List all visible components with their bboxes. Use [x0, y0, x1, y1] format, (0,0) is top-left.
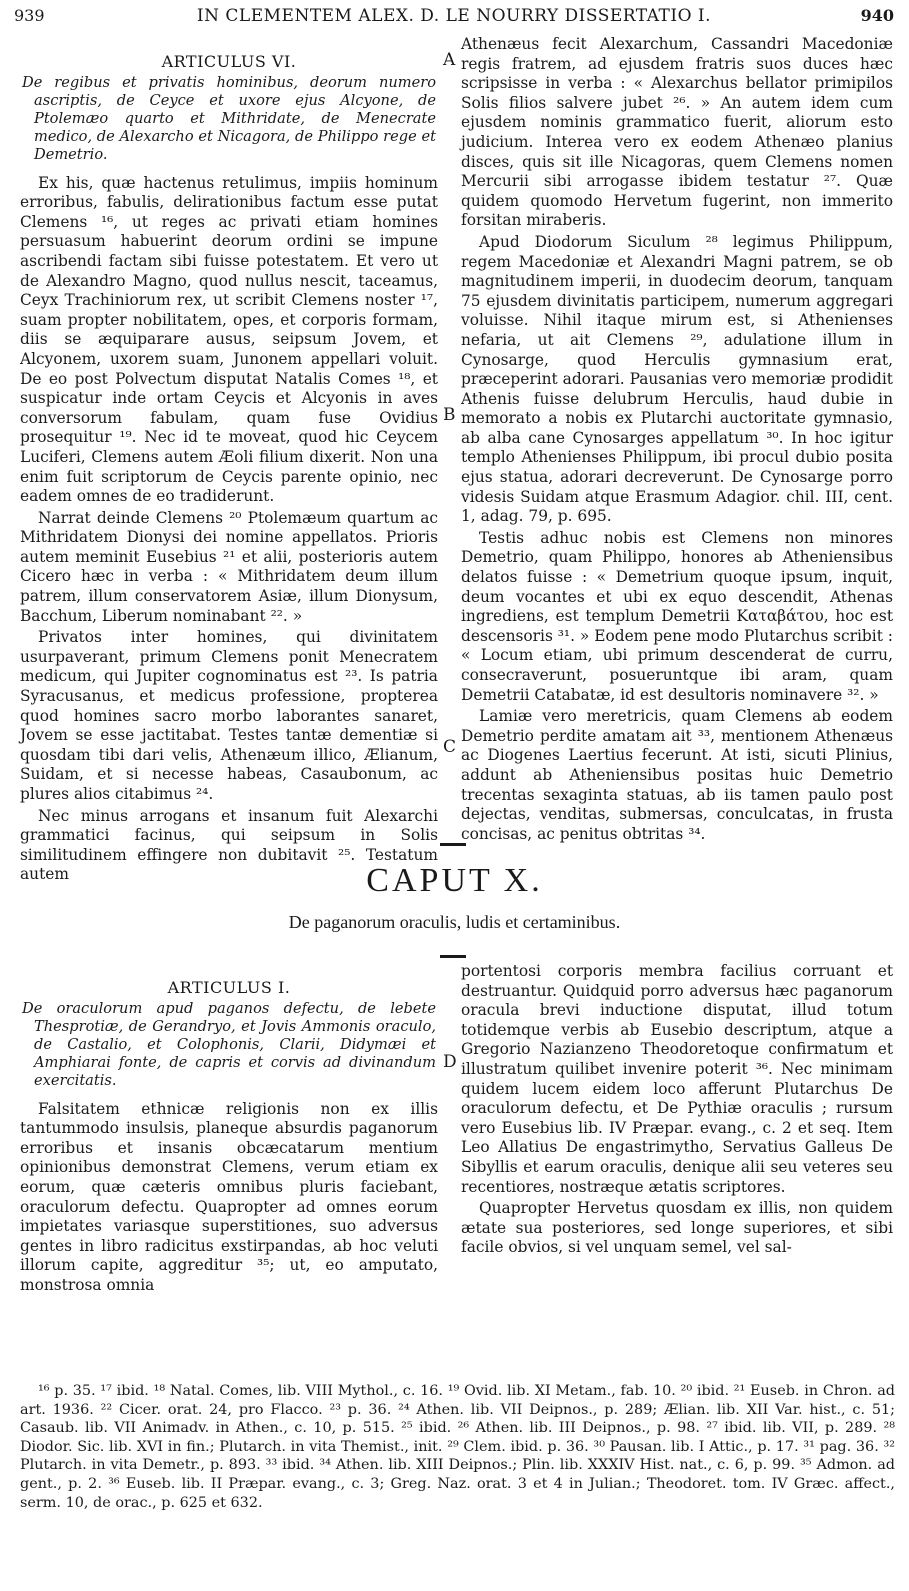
footnotes: [20, 1382, 895, 1512]
section1-right-column: [461, 35, 893, 844]
paragraph: Lamiæ vero meretricis, quam Clemens ab eodem Demetrio perdite amatam ait ³³, mentionem Athenæus ac Diogenes Laertius fecerunt. At isti, sicuti Plinius, addunt ab Atheniensibus positas huic Demetrio trecentas sexaginta statuas, ab iis tamen paulo post dejectas, venditas, submersas, conculcatas, in frusta concisas, ac penitus obtritas ³⁴.: [461, 707, 893, 843]
paragraph: Athenæus fecit Alexarchum, Cassandri Macedoniæ regis fratrem, ad ejusdem fratris suos duces hæc scripsisse in verba : « Alexarchus bellator primipilos Solis filios salvere jubet ²⁶. » An autem idem cum ejusdem nominis grammatico fuerit, aliorum esto judicium. Interea vero ex eodem Athenæo planius disces, quis sit ille Nicagoras, quem Clemens nomen Mercurii sibi arrogasse ibidem testatur ²⁷. Quæ quidem quomodo Hervetum fugerint, non immerito forsitan miraberis.: [461, 35, 893, 230]
article-summary: De regibus et privatis hominibus, deorum numero ascriptis, de Ceyce et uxore ejus Alcyone, de Ptolemæo quarto et Mithridate, de Menecrate medico, de Alexarcho et Nicagora, de Philippo rege et Demetrio.: [22, 73, 436, 163]
margin-letter-d: D: [443, 1052, 457, 1072]
chapter-subtitle: De paganorum oraculis, ludis et certaminibus.: [288, 912, 621, 932]
section1-left-column: [20, 52, 438, 885]
paragraph: Narrat deinde Clemens ²⁰ Ptolemæum quartum ac Mithridatem Dionysi dei nomine appellatos. Prioris autem meminit Eusebius ²¹ et alii, posterioris autem Cicero hæc in verba : « Mithridatem deum illum patrem, illum conservatorem Asiæ, illum Dionysum, Bacchum, Liberum nominabant ²². »: [20, 508, 438, 625]
article-title: ARTICULUS VI.: [161, 52, 297, 71]
article-title: ARTICULUS I.: [167, 978, 291, 997]
article-summary: De oraculorum apud paganos defectu, de lebete Thesprotiæ, de Gerandryo, et Jovis Ammonis oraculo, de Castalio, et Colophonis, Clarii, Didymæi et Amphiarai fonte, de capris et corvis ad divinandum exercitatis.: [22, 999, 436, 1089]
paragraph: Quapropter Hervetus quosdam ex illis, non quidem ætate sua posteriores, sed longe superiores, et sibi facile obvios, si vel unquam semel, vel sal-: [461, 1199, 893, 1257]
margin-letter-b: B: [443, 405, 456, 425]
paragraph: Testis adhuc nobis est Clemens non minores Demetrio, quam Philippo, honores ab Atheniensibus delatos fuisse : « Demetrium quoque ipsum, inquit, deum vocantes et ubi ex equo descendit, Athenas ingrediens, est templum Demetrii Καταβάτου, hoc est descensoris ³¹. » Eodem pene modo Plutarchus scribit : « Locum etiam, ubi primum descenderat de curru, consecraverunt, posueruntque ibi aram, quam Demetrii Catabatæ, id est desultoris nominavere ³². »: [461, 528, 893, 704]
margin-letter-a: A: [443, 50, 456, 70]
paragraph: Falsitatem ethnicæ religionis non ex illis tantummodo insulsis, planeque absurdis paganorum erroribus et insanis obcæcatarum mentium opinionibus demonstrat Clemens, verum etiam ex eorum, quæ cæteris omnibus pluris faciebant, oraculorum defectu. Quapropter ad omnes eorum impietates variasque superstitiones, suo adversus gentes in libro radicitus exstirpandas, ab hoc veluti illorum capite, aggreditur ³⁵; ut, eo amputato, monstrosa omnia: [20, 1099, 438, 1294]
paragraph: Privatos inter homines, qui divinitatem usurpaverant, primum Clemens ponit Menecratem medicum, qui Jupiter cognominatus est ²³. Is patria Syracusanus, et medicus professione, propterea quod homines sacro morbo laborantes sanaret, Jovem se esse jactitabat. Testes tantæ dementiæ si quosdam tibi dari velis, Athenæum illico, Ælianum, Suidam, et si necesse habeas, Casaubonum, ac plures alios citabimus ²⁴.: [20, 628, 438, 803]
chapter-divider-top: [440, 843, 466, 846]
paragraph: Apud Diodorum Siculum ²⁸ legimus Philippum, regem Macedoniæ et Alexandri Magni patrem, se ob magnitudinem imperii, in duodecim deorum, tanquam 75 ejusdem divinitatis participem, numerum aggregari voluisse. Nihil itaque mirum est, si Athenienses nefaria, ut ait Clemens ²⁹, adulatione illum in Cynosarge, quod Herculis gymnasium erat, præceperint adorari. Pausanias vero memoriæ prodidit Athenis fuisse delubrum Herculis, haud dubie in memorato a nobis ex Plutarchi auctoritate gymnasio, ab alba cane Cynosarges appellatum ³⁰. In hoc igitur templo Athenienses Philippum, ibi procul dubio posita ejus statua, adorari decreverunt. De Cynosarge porro videsis Suidam atque Erasmum Adagior. chil. III, cent. 1, adag. 79, p. 695.: [461, 232, 893, 526]
chapter-title: CAPUT X.: [366, 862, 543, 899]
right-page-number: 940: [860, 6, 894, 25]
running-head: [14, 4, 894, 32]
footnote-block: ¹⁶ p. 35. ¹⁷ ibid. ¹⁸ Natal. Comes, lib. VIII Mythol., c. 16. ¹⁹ Ovid. lib. XI Metam., fab. 10. ²⁰ ibid. ²¹ Euseb. in Chron. ad art. 1936. ²² Cicer. orat. 24, pro Flacco. ²³ p. 36. ²⁴ Athen. lib. VII Deipnos., p. 289; Ælian. lib. XII Var. hist., c. 51; Casaub. lib. VII Animadv. in Athen., c. 10, p. 515. ²⁵ ibid. ²⁶ Athen. lib. III Deipnos., p. 98. ²⁷ ibid. lib. VII, p. 289. ²⁸ Diodor. Sic. lib. XVI in fin.; Plutarch. in vita Themist., init. ²⁹ Clem. ibid. p. 36. ³⁰ Pausan. lib. I Attic., p. 17. ³¹ pag. 36. ³² Plutarch. in vita Demetr., p. 893. ³³ ibid. ³⁴ Athen. lib. XIII Deipnos.; Plin. lib. XXXIV Hist. nat., c. 6, p. 99. ³⁵ Admon. ad gent., p. 2. ³⁶ Euseb. lib. II Præpar. evang., c. 3; Greg. Naz. orat. 3 et 4 in Julian.; Theodoret. tom. IV Græc. affect., serm. 10, de orac., p. 625 et 632.: [20, 1383, 895, 1511]
section2-right-column: [461, 962, 893, 1258]
paragraph: Ex his, quæ hactenus retulimus, impiis hominum erroribus, fabulis, delirationibus factum esse putat Clemens ¹⁶, ut reges ac privati etiam homines persuasum habuerint deorum ordini se impune ascribendi factam sibi fuisse potestatem. Et vero ut de Alexandro Magno, quod nullus nescit, taceamus, Ceyx Trachiniorum rex, ut scribit Clemens noster ¹⁷, suam propter nobilitatem, opes, et corporis formam, diis se æquiparare ausus, seipsum Jovem, et Alcyonem, uxorem suam, Junonem appellari voluit. De eo post Polvectum disputat Natalis Comes ¹⁸, et suspicatur inde ortam Ceycis et Alcyonis in aves conversorum fabulam, quam fuse Ovidius prosequitur ¹⁹. Nec id te moveat, quod hic Ceycem Luciferi, Clemens autem Æoli filium dixerit. Non una enim fuit scriptorum de Ceycis parente opinio, nec eadem omnes de eo tradiderunt.: [20, 173, 438, 506]
paragraph: portentosi corporis membra facilius corruant et destruantur. Quidquid porro adversus hæc paganorum oracula brevi inductione disputat, illud totum totidemque verbis ab Eusebio descriptum, atque a Gregorio Nazianzeno Theodoretoque confirmatum et illustratum quilibet invenire poterit ³⁶. Nec minimam quidem lucem eidem loco afferunt Plutarchus De oraculorum defectu, et De Pythiæ oraculis ; rursum vero Eusebius lib. IV Præpar. evang., c. 2 et seq. Item Leo Allatius De engastrimytho, Servatius Galleus De Sibyllis et earum oraculis, denique alii seu veteres seu recentiores, nostræque ætatis scriptores.: [461, 962, 893, 1196]
running-title: IN CLEMENTEM ALEX. D. LE NOURRY DISSERTATIO I.: [196, 6, 712, 26]
margin-letter-c: C: [443, 737, 457, 757]
section2-left-column: [20, 978, 438, 1296]
chapter-divider-bottom: [440, 955, 466, 958]
left-page-number: 939: [14, 6, 45, 25]
paragraph: Nec minus arrogans et insanum fuit Alexarchi grammatici facinus, qui seipsum in Solis similitudinem effingere non dubitavit ²⁵. Testatum autem: [20, 806, 438, 884]
